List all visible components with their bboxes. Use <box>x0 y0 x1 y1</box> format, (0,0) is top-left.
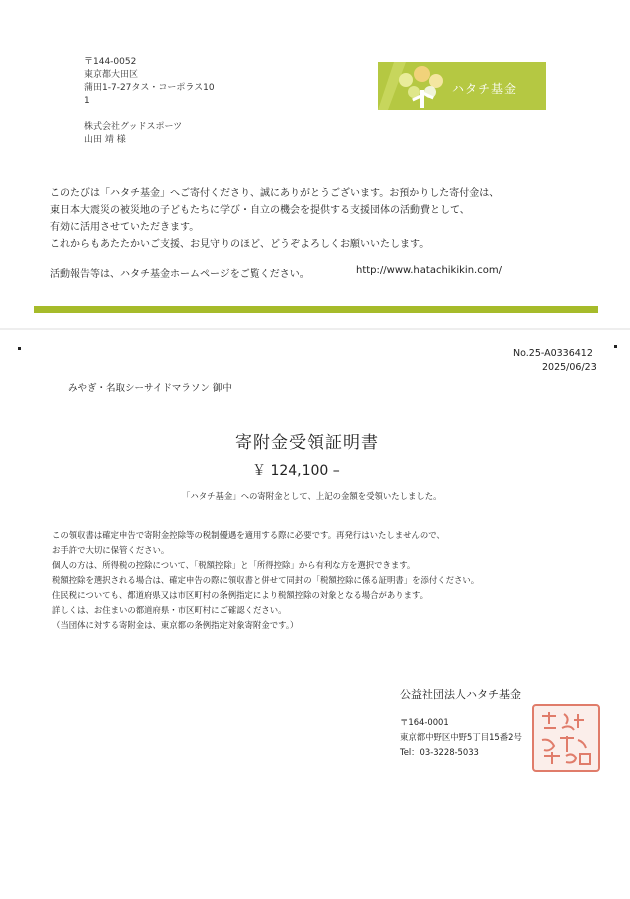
letter-line3: 有効に活用させていただきます。 <box>50 222 200 233</box>
note-line: 詳しくは、お住まいの都道府県・市区町村にご確認ください。 <box>52 605 287 615</box>
issuer-address: 東京都中野区中野5丁目15番2号 <box>400 732 522 742</box>
note-line: 住民税についても、都道府県又は市区町村の条例指定により税額控除の対象となる場合があります。 <box>52 590 429 600</box>
recipient-company: 株式会社グッドスポーツ <box>84 122 183 132</box>
issuer-tel: Tel：03-3228-5033 <box>400 747 479 757</box>
report-text: 活動報告等は、ハタチ基金ホームページをご覧ください。 <box>50 269 310 280</box>
receipt-amount: ￥ 124,100 – <box>252 463 340 479</box>
received-text: 「ハタチ基金」への寄附金として、上記の金額を受領いたしました。 <box>182 491 442 501</box>
seal-icon <box>534 706 598 770</box>
note-line: （当団体に対する寄附金は、東京都の条例指定対象寄附金です。） <box>52 620 299 630</box>
note-line: お手許で大切に保管ください。 <box>52 545 170 555</box>
letter-line1: このたびは「ハタチ基金」へご寄付くださり、誠にありがとうございます。お預かりした寄付金は、 <box>50 188 500 199</box>
logo-text: ハタチ基金 <box>452 82 518 96</box>
recipient-address-line1: 東京都大田区 <box>84 70 139 80</box>
letter-line4: これからもあたたかいご支援、お見守りのほど、どうぞよろしくお願いいたします。 <box>50 239 430 250</box>
punch-mark-left <box>18 347 21 350</box>
green-divider <box>34 306 598 313</box>
recipient-postal-code: 〒144-0052 <box>84 57 137 67</box>
recipient-address-line3: 1 <box>84 96 90 106</box>
fold-line <box>0 328 630 330</box>
note-line: 個人の方は、所得税の控除について、「税額控除」と「所得控除」から有利な方を選択できます。 <box>52 560 416 570</box>
letter-line2: 東日本大震災の被災地の子どもたちに学び・自立の機会を提供する支援団体の活動費として、 <box>50 205 470 216</box>
receipt-addressee: みやぎ・名取シーサイドマラソン 御中 <box>68 383 232 394</box>
note-line: この領収書は確定申告で寄附金控除等の税制優遇を適用する際に必要です。再発行はいたしませんので、 <box>52 530 445 540</box>
seal-stamp <box>532 704 600 772</box>
receipt-date: 2025/06/23 <box>542 362 597 373</box>
issuer-name: 公益社団法人ハタチ基金 <box>400 688 521 701</box>
receipt-title: 寄附金受領証明書 <box>235 433 379 453</box>
issuer-postal-code: 〒164-0001 <box>400 717 449 727</box>
punch-mark-right <box>614 345 617 348</box>
recipient-person: 山田 靖 様 <box>84 135 126 145</box>
receipt-number: No.25-A0336412 <box>513 348 593 359</box>
note-line: 税額控除を選択される場合は、確定申告の際に領収書と併せて同封の「税額控除に係る証明書」を添付ください。 <box>52 575 480 585</box>
recipient-address-line2: 蒲田1-7-27タス・コーポラス10 <box>84 83 215 93</box>
website-url: http://www.hatachikikin.com/ <box>356 265 502 276</box>
